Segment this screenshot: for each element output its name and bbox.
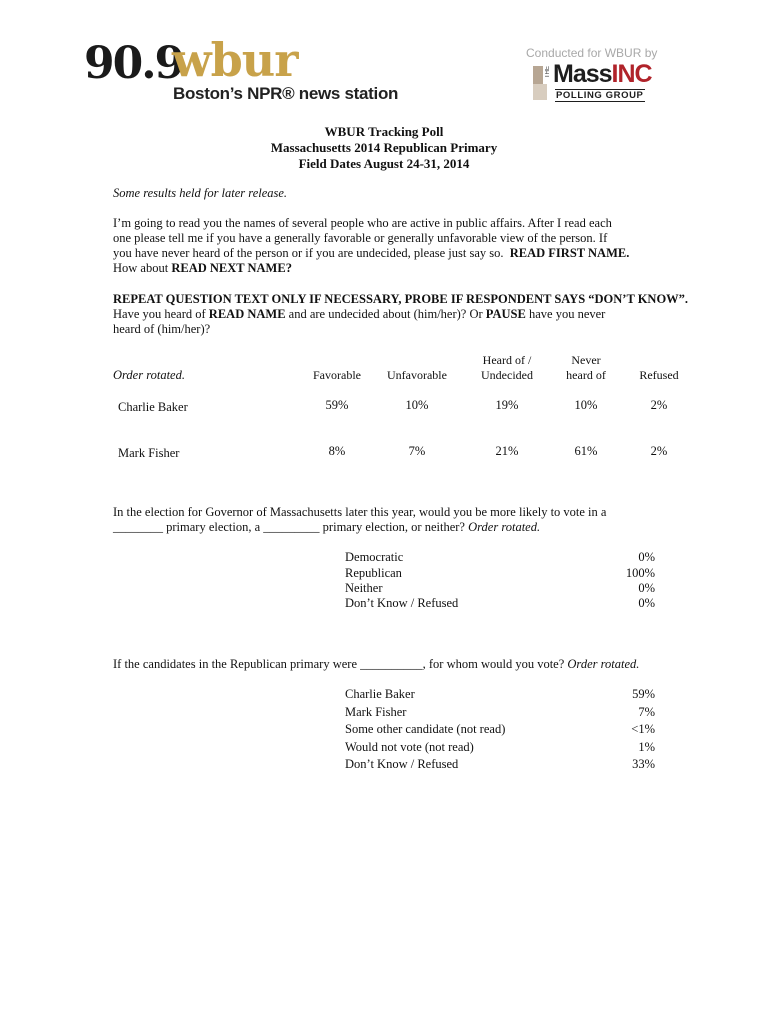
list-item: Some other candidate (not read) [345,722,506,736]
list-item-value: 7% [638,705,655,719]
primary-question-line-1: In the election for Governor of Massachusetts later this year, would you be more likely to vote in a [113,505,607,519]
poll-title: WBUR Tracking Poll [324,124,444,139]
probe-read-name: READ NAME [208,307,286,321]
row-unfavorable: 10% [405,398,429,412]
list-item-value: 100% [625,566,655,580]
probe-text-c: and are undecided about (him/her)? Or [288,307,483,321]
results-note: Some results held for later release. [113,186,288,200]
col-header-refused: Refused [639,368,679,382]
col-header-unfavorable: Unfavorable [387,368,447,382]
vote-question-line [113,657,639,672]
massinc-logo-mark-accent [533,84,547,100]
row-heard: 21% [495,444,519,458]
vote-question-order: Order rotated. [567,657,640,671]
probe-text-a: Have you heard of [113,307,206,321]
list-item: Neither [345,581,383,595]
row-never: 61% [574,444,598,458]
list-item-value: 59% [632,687,655,701]
massinc-logo-inc: INC [611,60,652,88]
list-item: Charlie Baker [345,687,415,701]
probe-line-2 [113,307,605,322]
list-item-value: <1% [631,722,655,736]
order-rotated-note: Order rotated. [113,368,185,382]
massinc-logo-the: THE [545,66,551,78]
list-item: Don’t Know / Refused [345,757,459,771]
probe-pause: PAUSE [485,307,526,321]
row-favorable: 8% [328,444,346,458]
list-item-value: 0% [638,596,655,610]
list-item: Mark Fisher [345,705,407,719]
intro-line-3-instruction: READ FIRST NAME. [509,246,630,260]
list-item: Don’t Know / Refused [345,596,459,610]
intro-line-3 [113,246,629,261]
poll-field-dates: Field Dates August 24-31, 2014 [298,156,470,171]
row-favorable: 59% [325,398,349,412]
poll-subtitle: Massachusetts 2014 Republican Primary [270,140,498,155]
wbur-logo-number: 90.9 [84,38,184,89]
col-header-heard-line2: Undecided [481,368,533,382]
intro-line-4 [113,261,292,276]
conducted-for-label: Conducted for WBUR by [526,46,658,60]
list-item: Would not vote (not read) [345,740,474,754]
probe-instruction: REPEAT QUESTION TEXT ONLY IF NECESSARY, PROBE IF RESPONDENT SAYS “DON’T KNOW”. [113,292,689,306]
intro-line-1: I’m going to read you the names of several people who are active in public affairs. After I read each [113,216,612,230]
intro-line-4-text: How about [113,261,169,275]
col-header-heard-line1: Heard of / [482,353,532,367]
row-heard: 19% [495,398,519,412]
intro-line-3-text: you have never heard of the person or if you are undecided, please just say so. [113,246,504,260]
massinc-logo-polling-group: POLLING GROUP [556,90,644,101]
row-never: 10% [574,398,598,412]
massinc-logo-mass: Mass [553,60,612,88]
primary-question-line-2 [113,520,540,535]
list-item-value: 0% [638,581,655,595]
vote-question-text: If the candidates in the Republican primary were __________, for whom would you vote? [113,657,565,671]
list-item-value: 0% [638,550,655,564]
row-refused: 2% [650,398,668,412]
intro-line-2: one please tell me if you have a generally favorable or generally unfavorable view of the person. If [113,231,608,245]
row-unfavorable: 7% [408,444,426,458]
list-item-value: 1% [638,740,655,754]
list-item: Republican [345,566,402,580]
massinc-logo-wordmark [553,60,652,89]
row-name: Mark Fisher [118,446,180,460]
list-item: Democratic [345,550,404,564]
wbur-logo-tagline: Boston’s NPR® news station [173,84,399,103]
col-header-favorable: Favorable [313,368,361,382]
col-header-never-line2: heard of [566,368,606,382]
probe-text-e: have you never [528,307,606,321]
list-item-value: 33% [632,757,655,771]
row-name: Charlie Baker [118,400,188,414]
intro-line-4-instruction: READ NEXT NAME? [171,261,292,275]
wbur-logo-brand: wbur [172,33,298,87]
probe-line-3: heard of (him/her)? [113,322,211,336]
primary-question-order: Order rotated. [468,520,541,534]
row-refused: 2% [650,444,668,458]
primary-question-text: ________ primary election, a _________ primary election, or neither? [113,520,465,534]
col-header-never-line1: Never [571,353,601,367]
